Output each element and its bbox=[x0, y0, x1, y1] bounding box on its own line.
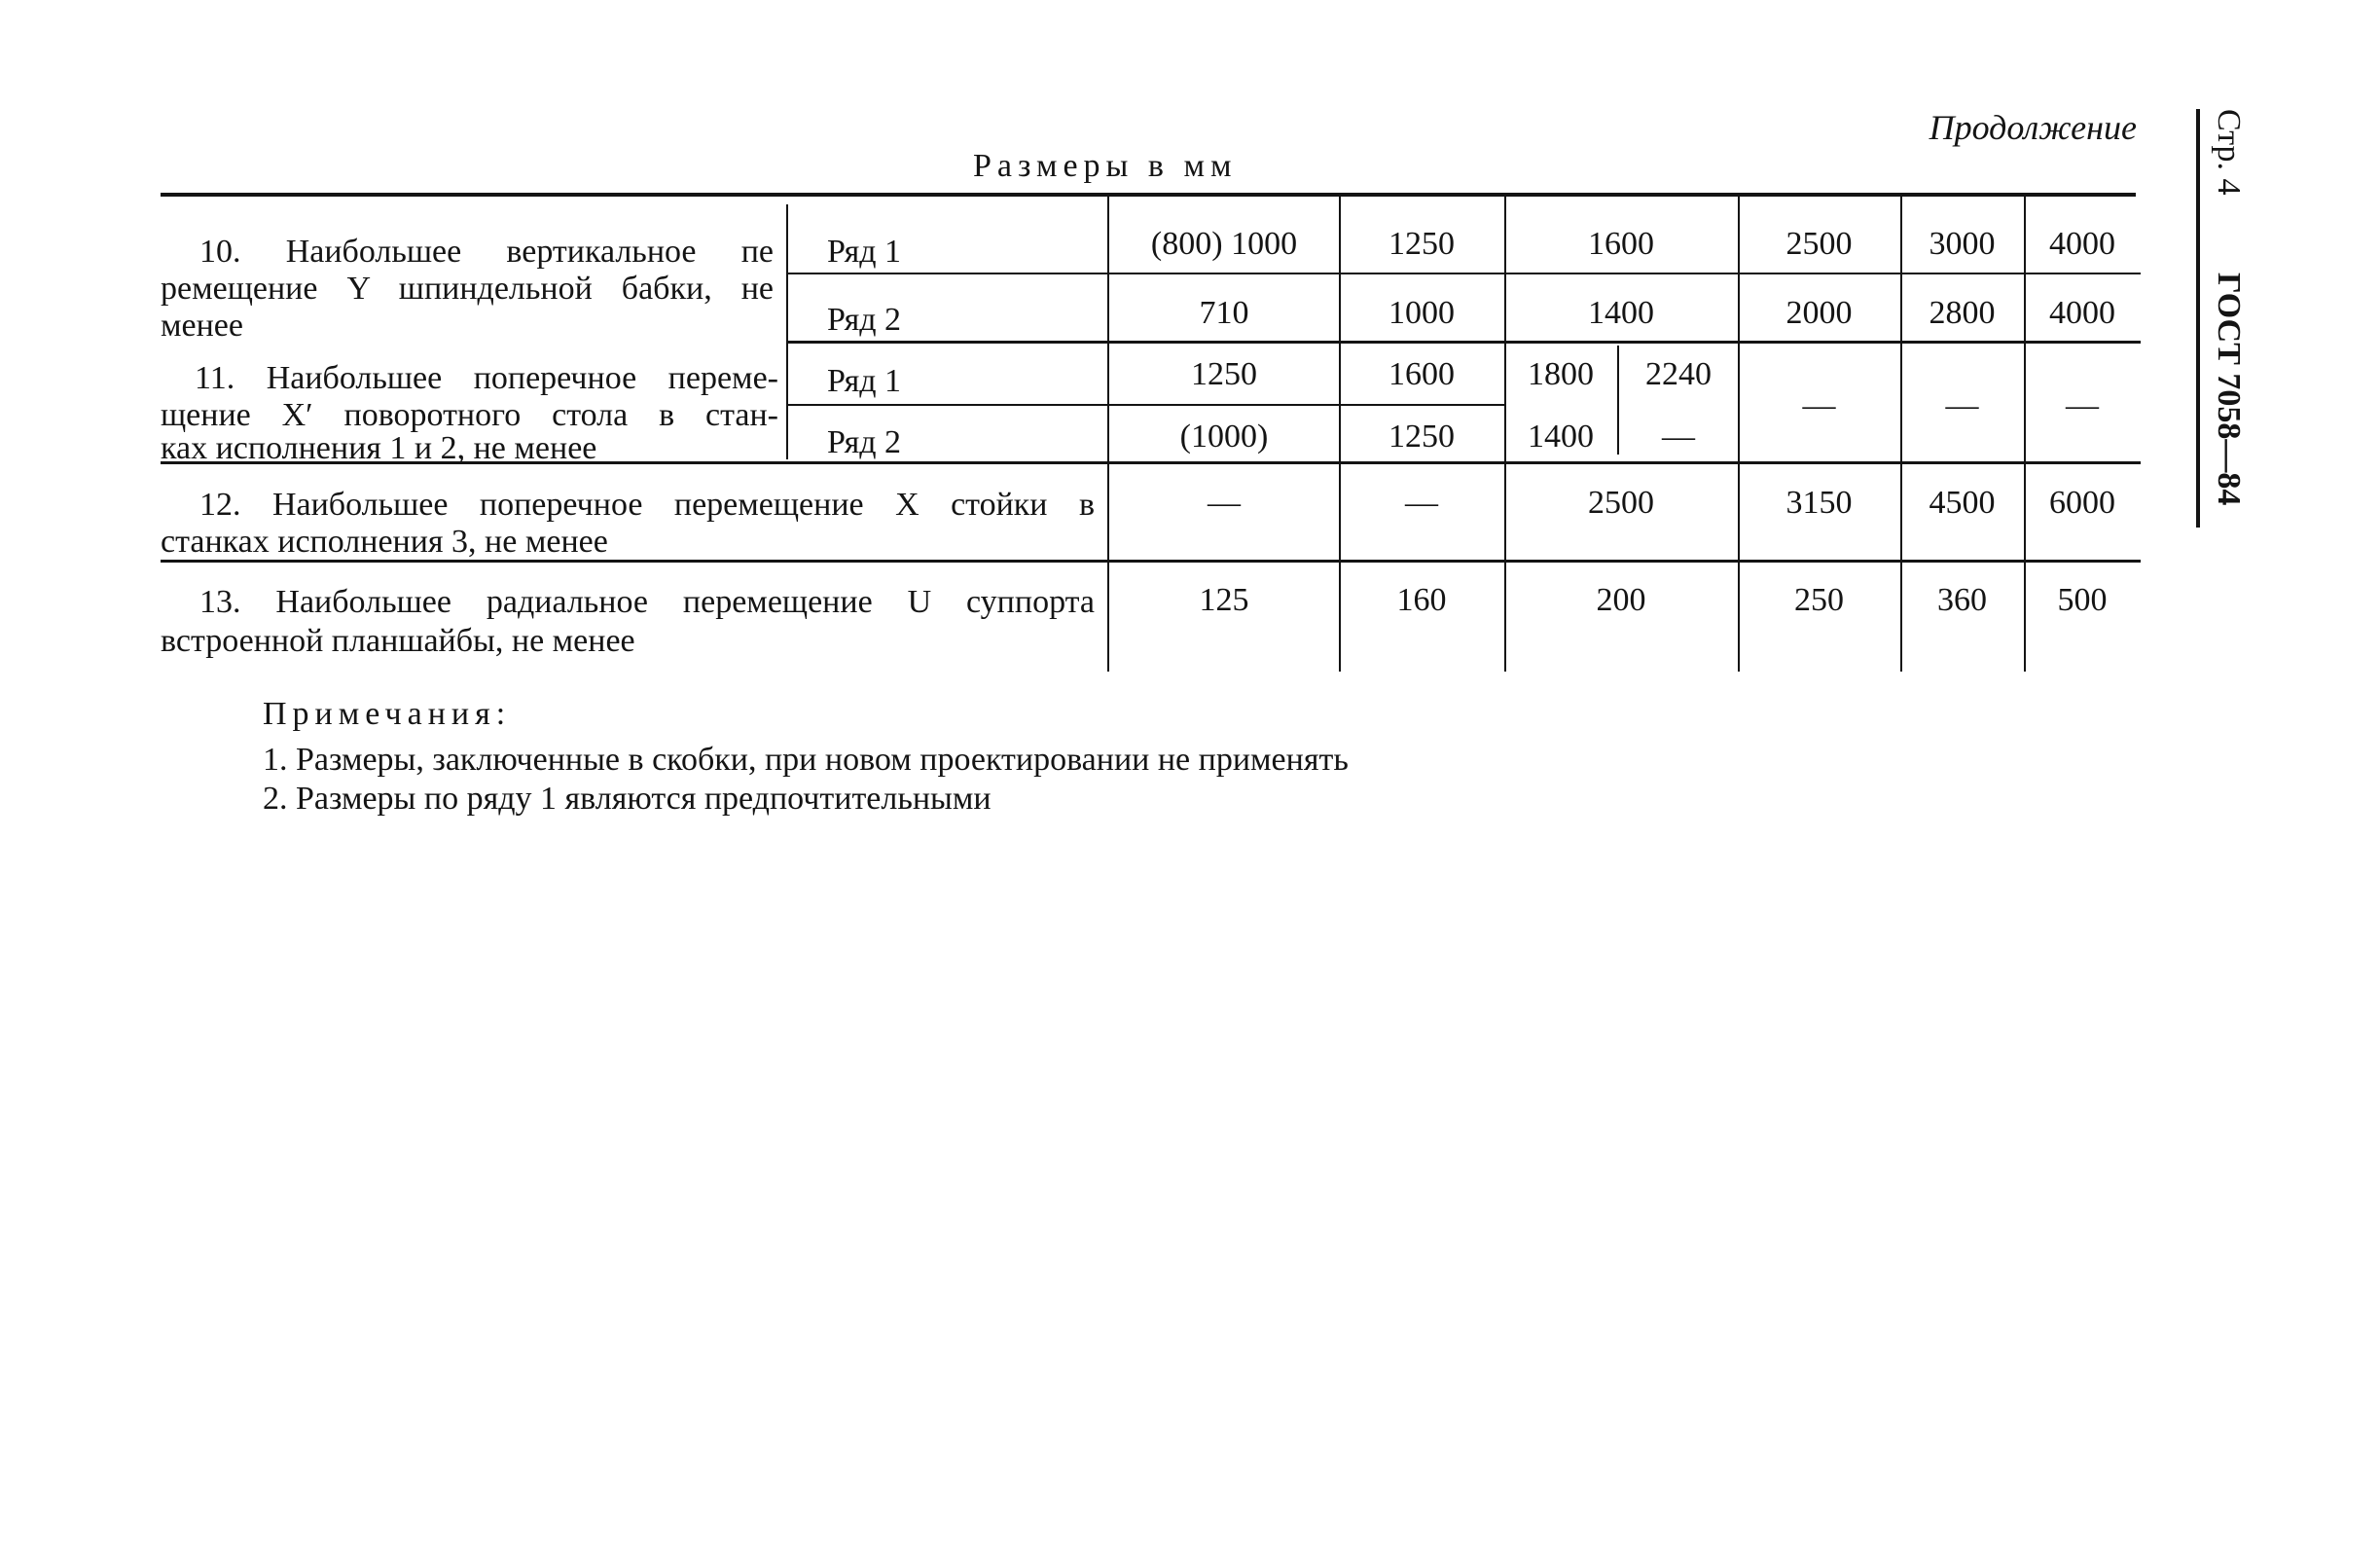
row10-desc-line1: 10. Наибольшее вертикальное пе bbox=[199, 234, 774, 270]
row10-r1-col1: (800) 1000 bbox=[1150, 226, 1298, 262]
row11-r1-col1: 1250 bbox=[1191, 356, 1257, 392]
row10-desc-line3: менее bbox=[161, 308, 243, 344]
row10-r2-col4: 2000 bbox=[1785, 295, 1853, 331]
side-rule bbox=[2196, 109, 2200, 528]
row10-ryad2: Ряд 2 bbox=[827, 302, 902, 338]
doc-code: ГОСТ 7058—84 bbox=[2211, 273, 2247, 506]
row11-merged-col5: — bbox=[1945, 387, 1979, 423]
col-line bbox=[786, 204, 788, 459]
row13-col1: 125 bbox=[1199, 582, 1249, 618]
row11-r1-col2: 1600 bbox=[1388, 356, 1455, 392]
row12-col4: 3150 bbox=[1785, 485, 1853, 521]
row11-r1-col3b: 2240 bbox=[1645, 356, 1712, 392]
row11-desc-line1: 11. Наибольшее поперечное переме- bbox=[195, 360, 778, 396]
row10-r2-col6: 4000 bbox=[2049, 295, 2115, 331]
row13-desc-line1: 13. Наибольшее радиальное перемещение U суппорта bbox=[199, 584, 1095, 620]
row11-ryad2: Ряд 2 bbox=[827, 424, 902, 460]
row10-r2-col3: 1400 bbox=[1588, 295, 1654, 331]
row13-desc-line2: встроенной планшайбы, не менее bbox=[161, 623, 635, 659]
row12-desc-line1: 12. Наибольшее поперечное перемещение X стойки в bbox=[199, 487, 1095, 523]
row-rule bbox=[786, 341, 2141, 344]
row11-r2-col3a: 1400 bbox=[1528, 419, 1594, 455]
row11-merged-col6: — bbox=[2066, 387, 2099, 423]
row11-r2-col2: 1250 bbox=[1388, 419, 1455, 455]
row10-r1-col5: 3000 bbox=[1929, 226, 1996, 262]
row-rule bbox=[786, 273, 2141, 274]
row11-r1-col3a: 1800 bbox=[1528, 356, 1594, 392]
row13-col2: 160 bbox=[1396, 582, 1447, 618]
row10-r2-col5: 2800 bbox=[1929, 295, 1996, 331]
continuation-label: Продолжение bbox=[1929, 108, 2137, 147]
row13-col5: 360 bbox=[1937, 582, 1987, 618]
row12-col6: 6000 bbox=[2049, 485, 2115, 521]
row10-ryad1: Ряд 1 bbox=[827, 234, 902, 270]
row12-col1: — bbox=[1208, 485, 1241, 521]
row13-col3: 200 bbox=[1596, 582, 1646, 618]
row-rule bbox=[786, 404, 1504, 406]
row10-r2-col1: 710 bbox=[1199, 295, 1249, 331]
row11-merged-col4: — bbox=[1802, 387, 1836, 423]
table-top-rule bbox=[161, 193, 2136, 197]
row12-col5: 4500 bbox=[1929, 485, 1996, 521]
row12-col2: — bbox=[1405, 485, 1438, 521]
page-number bbox=[2210, 109, 2247, 196]
row12-col3: 2500 bbox=[1588, 485, 1654, 521]
row12-desc-line2: станках исполнения 3, не менее bbox=[161, 524, 608, 560]
row11-desc-line2: щение X′ поворотного стола в стан- bbox=[161, 397, 778, 433]
row13-col6: 500 bbox=[2057, 582, 2108, 618]
row11-r2-col3b: — bbox=[1662, 419, 1695, 455]
row11-ryad1: Ряд 1 bbox=[827, 363, 902, 399]
row10-r1-col2: 1250 bbox=[1388, 226, 1455, 262]
row10-r1-col4: 2500 bbox=[1785, 226, 1853, 262]
notes-title: Примечания: bbox=[263, 696, 512, 732]
row11-r2-col1: (1000) bbox=[1179, 419, 1269, 455]
row10-r1-col3: 1600 bbox=[1588, 226, 1654, 262]
row13-col4: 250 bbox=[1794, 582, 1844, 618]
row10-desc-line2: ремещение Y шпиндельной бабки, не bbox=[161, 271, 774, 307]
note-1: 1. Размеры, заключенные в скобки, при новом проектировании не применять bbox=[263, 742, 1349, 778]
row11-desc-line3: ках исполнения 1 и 2, не менее bbox=[161, 430, 597, 466]
page-label: Стр. 4 bbox=[2211, 109, 2247, 196]
units-caption: Размеры в мм bbox=[973, 148, 1238, 184]
note-2: 2. Размеры по ряду 1 являются предпочтительными bbox=[263, 781, 992, 817]
row10-r2-col2: 1000 bbox=[1388, 295, 1455, 331]
row10-r1-col6: 4000 bbox=[2049, 226, 2115, 262]
